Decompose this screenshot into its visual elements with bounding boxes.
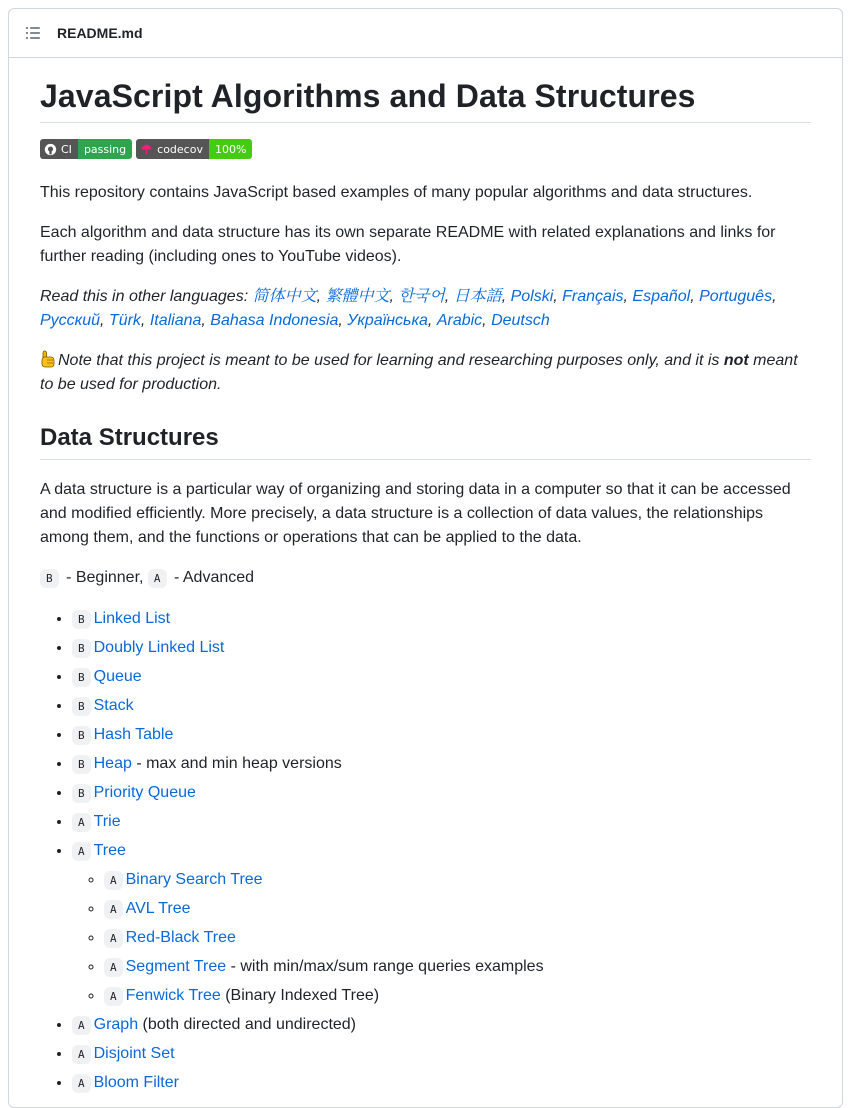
lang-link-it[interactable]: Italiana <box>149 312 202 329</box>
list-item: • B Linked List <box>72 607 811 632</box>
list-item: ◦ A Segment Tree - with min/max/sum range queries examples <box>104 955 811 980</box>
lang-link-zh-cn[interactable]: 简体中文 <box>252 288 317 305</box>
link-hash-table[interactable]: Hash Table <box>93 726 174 743</box>
file-header <box>9 9 842 58</box>
link-segment-tree[interactable]: Segment Tree <box>125 958 227 975</box>
languages-paragraph: Read this in other languages: 简体中文, 繁體中文, 한국어, 日本語, Polski, Français, Español, Português, Русский, Türk, Italiana, Bahasa Indonesia, Українська, Arabic, Deutsch <box>40 288 777 329</box>
page-title: JavaScript Algorithms and Data Structures <box>40 76 811 123</box>
list-item: ◦ A AVL Tree <box>104 897 811 922</box>
link-red-black-tree[interactable]: Red-Black Tree <box>125 929 236 946</box>
link-doubly-linked-list[interactable]: Doubly Linked List <box>93 639 225 656</box>
lang-link-tr[interactable]: Türk <box>108 312 141 329</box>
link-graph[interactable]: Graph <box>93 1016 139 1033</box>
list-item: • A Disjoint Set <box>72 1042 811 1067</box>
lang-link-ru[interactable]: Русский <box>40 312 101 329</box>
list-item: ◦ A Red-Black Tree <box>104 926 811 951</box>
lang-link-id[interactable]: Bahasa Indonesia <box>210 312 339 329</box>
badges <box>40 139 811 159</box>
advanced-tag: A <box>148 569 167 588</box>
codecov-badge[interactable]: codecov 100% <box>136 139 252 159</box>
list-item: • B Hash Table <box>72 723 811 748</box>
lang-link-zh-tw[interactable]: 繁體中文 <box>325 288 390 305</box>
ci-badge[interactable]: CI passing <box>40 139 132 159</box>
note-paragraph: Note that this project is meant to be used for learning and researching purposes only, and it is not meant to be used for production. <box>40 352 798 393</box>
pointing-up-icon <box>40 350 56 368</box>
tree-sublist <box>72 868 811 1009</box>
readme-content <box>9 58 842 1096</box>
list-item: • A Tree ◦ A Binary Search Tree ◦ A AVL Tree ◦ A Red-Black Tree ◦ A Segment Tree - with min/max/sum range queries examples ◦ A Fenwick Tree (Binary Indexed Tree) <box>72 839 811 1009</box>
level-legend: B - Beginner, A - Advanced <box>40 566 811 591</box>
link-fenwick-tree[interactable]: Fenwick Tree <box>125 987 221 1004</box>
link-bloom-filter[interactable]: Bloom Filter <box>93 1074 179 1091</box>
codecov-umbrella-icon <box>140 143 153 156</box>
readme-container <box>8 8 843 1108</box>
data-structures-list <box>40 607 811 1096</box>
list-unordered-icon[interactable] <box>25 25 41 41</box>
link-priority-queue[interactable]: Priority Queue <box>93 784 196 801</box>
intro-paragraph-1: This repository contains JavaScript based examples of many popular algorithms and data structures. <box>40 184 753 201</box>
list-item: • A Trie <box>72 810 811 835</box>
link-disjoint-set[interactable]: Disjoint Set <box>93 1045 175 1062</box>
intro-paragraph-2: Each algorithm and data structure has its own separate README with related explanations and links for further reading (including ones to YouTube videos). <box>40 224 776 265</box>
link-avl-tree[interactable]: AVL Tree <box>125 900 191 917</box>
list-item: • B Heap - max and min heap versions <box>72 752 811 777</box>
link-stack[interactable]: Stack <box>93 697 134 714</box>
lang-link-ar[interactable]: Arabic <box>436 312 483 329</box>
data-structures-heading: Data Structures <box>40 423 811 460</box>
file-name: README.md <box>57 25 143 41</box>
lang-link-ko[interactable]: 한국어 <box>398 288 445 305</box>
lang-link-fr[interactable]: Français <box>562 288 624 305</box>
link-trie[interactable]: Trie <box>93 813 121 830</box>
list-item: • B Stack <box>72 694 811 719</box>
lang-link-uk[interactable]: Українська <box>347 312 428 329</box>
list-item: • B Queue <box>72 665 811 690</box>
link-linked-list[interactable]: Linked List <box>93 610 171 627</box>
link-tree[interactable]: Tree <box>93 842 126 859</box>
lang-link-ja[interactable]: 日本語 <box>453 288 502 305</box>
lang-link-de[interactable]: Deutsch <box>491 312 550 329</box>
link-queue[interactable]: Queue <box>93 668 142 685</box>
lang-link-es[interactable]: Español <box>632 288 691 305</box>
lang-link-pt[interactable]: Português <box>699 288 773 305</box>
github-icon <box>44 143 57 156</box>
data-structures-description: A data structure is a particular way of organizing and storing data in a computer so that it can be accessed and modified efficiently. More precisely, a data structure is a collection of data values, the relationships among them, and the functions or operations that can be applied to the data. <box>40 481 791 546</box>
link-heap[interactable]: Heap <box>93 755 132 772</box>
beginner-tag: B <box>40 569 59 588</box>
link-binary-search-tree[interactable]: Binary Search Tree <box>125 871 263 888</box>
list-item: ◦ A Binary Search Tree <box>104 868 811 893</box>
list-item: • B Doubly Linked List <box>72 636 811 661</box>
lang-link-pl[interactable]: Polski <box>510 288 554 305</box>
list-item: ◦ A Fenwick Tree (Binary Indexed Tree) <box>104 984 811 1009</box>
list-item: • A Bloom Filter <box>72 1071 811 1096</box>
list-item: • A Graph (both directed and undirected) <box>72 1013 811 1038</box>
list-item: • B Priority Queue <box>72 781 811 806</box>
